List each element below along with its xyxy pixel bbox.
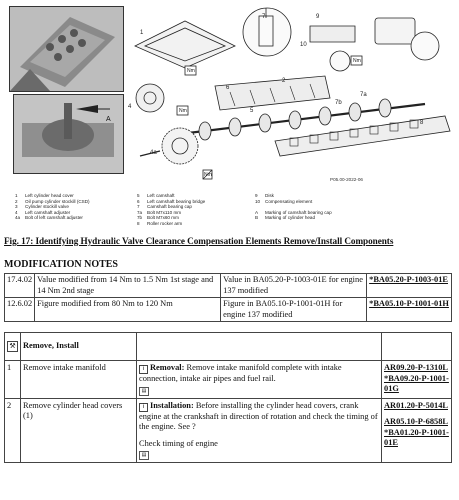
ref-link[interactable]: AR05.10-P-6858L: [384, 417, 448, 426]
step-title: Remove intake manifold: [21, 361, 137, 399]
legend-item: 10 Compensating element: [255, 198, 313, 204]
callout-4: 4: [128, 104, 132, 110]
legend-item: 4 Left camshaft adjuster: [15, 209, 71, 215]
legend-item: 7a Bolt M7x110 mm: [137, 209, 182, 215]
table-row: [5, 274, 452, 298]
callout-A: A: [106, 116, 111, 123]
ref-link[interactable]: AR01.20-P-5014L: [384, 400, 448, 410]
callout-7a: 7a: [360, 92, 367, 98]
table-row: [5, 361, 452, 399]
step-label: Removal:: [150, 363, 185, 372]
callout-nm-4: Nm: [204, 172, 212, 178]
procedure-header: Remove, Install: [21, 333, 137, 361]
document-icon[interactable]: ▤: [139, 451, 149, 460]
mod-date: 12.6.02: [5, 298, 35, 322]
callout-5: 5: [250, 108, 254, 114]
ref-link[interactable]: AR09.20-P-1310L: [384, 363, 448, 372]
legend-item: 9 Disk: [255, 193, 274, 198]
callout-1: 1: [140, 30, 144, 36]
callout-7: 7: [262, 14, 266, 20]
table-row: [5, 298, 452, 322]
mod-change: Value modified from 14 Nm to 1.5 Nm 1st stage and 14 Nm 2nd stage: [35, 274, 221, 298]
step-number: 1: [5, 361, 21, 399]
modification-notes-table: [4, 273, 452, 322]
engine-photo: [9, 6, 124, 92]
document-icon[interactable]: ▤: [139, 387, 149, 396]
legend-item: B Marking of cylinder head: [255, 215, 316, 221]
legend-column-3: [255, 193, 332, 221]
callout-2: 2: [282, 78, 286, 84]
callout-nm-2: Nm: [179, 108, 187, 114]
mod-note: Value in BA05.20-P-1003-01E for engine 137 modified: [221, 274, 367, 298]
ref-link[interactable]: *BA05.20-P-1003-01E: [369, 275, 448, 284]
legend-item: 1 Left cylinder head cover: [15, 193, 74, 198]
callout-nm-3: Nm: [353, 58, 361, 64]
step-text: Remove intake manifold complete with intake connection, intake air pipes and fuel rail.: [139, 363, 342, 383]
exploded-diagram: [125, 6, 455, 192]
figure-caption: Fig. 17: Identifying Hydraulic Valve Clearance Compensation Elements Remove/Install Components: [4, 236, 394, 246]
legend-item: 5 Left camshaft: [137, 193, 175, 198]
mod-note: Figure in BA05.10-P-1001-01H for engine 137 modified: [221, 298, 367, 322]
ref-link[interactable]: *BA05.10-P-1001-01H: [369, 299, 449, 309]
camshaft-cap-photo: [13, 94, 124, 174]
exploded-view-figure: [0, 0, 459, 178]
mod-change: Figure modified from 80 Nm to 120 Nm: [35, 298, 221, 322]
procedure-table: [4, 332, 452, 463]
legend-column-1: [15, 193, 90, 221]
table-header-row: [5, 333, 452, 361]
legend-item: 3 Cylinder stockill valve: [15, 204, 69, 210]
table-row: [5, 398, 452, 463]
ref-link[interactable]: *BA09.20-P-1001-01G: [384, 373, 449, 393]
modification-notes-title: MODIFICATION NOTES: [4, 259, 118, 270]
callout-9: 9: [316, 14, 320, 20]
callout-8: 8: [420, 120, 424, 126]
mod-date: 17.4.02: [5, 274, 35, 298]
info-icon: i: [139, 403, 148, 412]
legend-item: 6 Left camshaft bearing bridge: [137, 198, 206, 204]
figure-legend: [15, 193, 415, 225]
ref-link[interactable]: *BA01.20-P-1001-01E: [384, 427, 449, 447]
info-icon: i: [139, 365, 148, 374]
legend-item: A Marking of camshaft bearing cap: [255, 209, 332, 215]
legend-item: 4a Bolt of left camshaft adjuster: [15, 215, 83, 221]
legend-item: 7b Bolt M7x60 mm: [137, 215, 179, 221]
callout-nm-1: Nm: [187, 68, 195, 74]
legend-column-2: [137, 193, 205, 227]
step-text: Before installing the cylinder head covers, crank engine at the crankshaft in direction of rotation and check the timing of the engine. See ?: [139, 400, 378, 431]
callout-10: 10: [300, 42, 307, 48]
step-extra: Check timing of engine: [139, 438, 218, 448]
tools-icon: ⚒: [7, 341, 18, 352]
callout-4a: 4a: [150, 150, 157, 156]
legend-item: 8 Roller rocker arm: [137, 220, 183, 226]
legend-item: 2 Oil pump cylinder stockill (CSD): [15, 198, 90, 204]
legend-item: 7 Camshaft bearing cap: [137, 204, 192, 210]
step-number: 2: [5, 398, 21, 463]
step-label: Installation:: [150, 400, 194, 410]
step-title: Remove cylinder head covers (1): [21, 398, 137, 463]
callout-6: 6: [226, 85, 230, 91]
figure-code: P05.00-2022-06: [330, 177, 363, 182]
callout-7b: 7b: [335, 100, 342, 106]
